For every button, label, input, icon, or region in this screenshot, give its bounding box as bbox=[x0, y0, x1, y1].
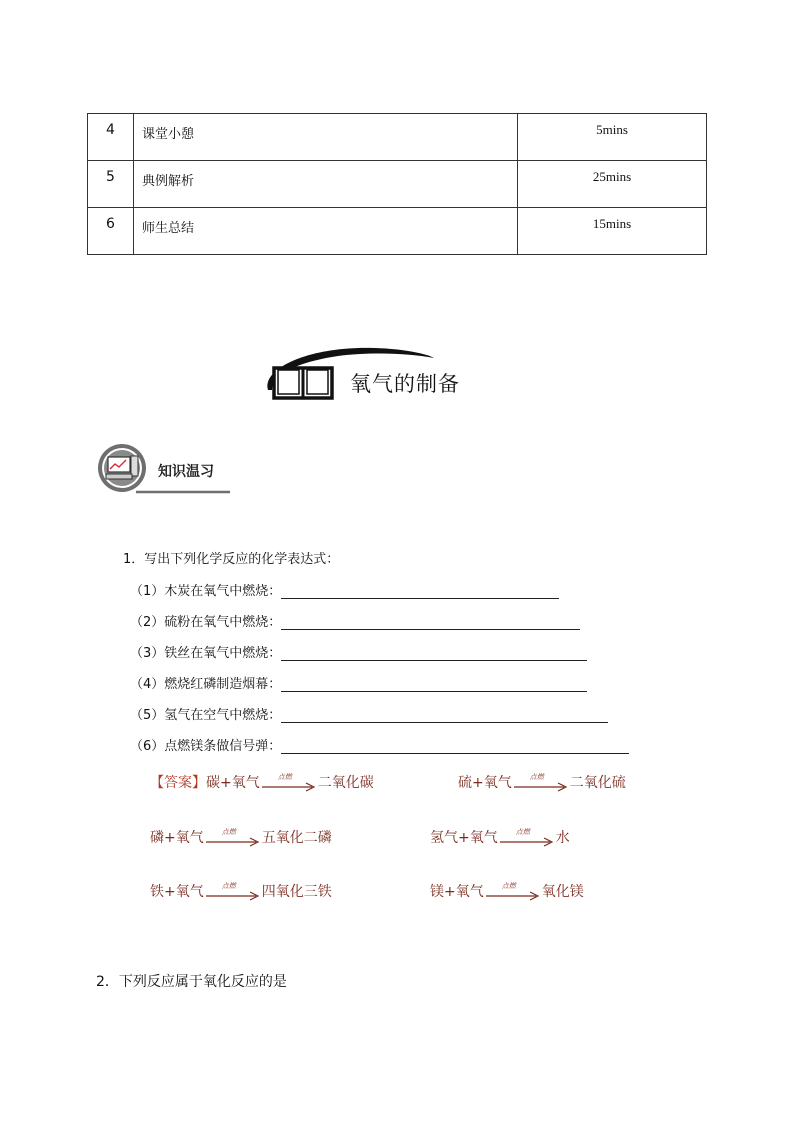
reaction-arrow-icon bbox=[262, 773, 316, 792]
list-item bbox=[130, 735, 629, 754]
row-item: 典例解析 bbox=[134, 161, 518, 208]
reaction-arrow-icon bbox=[514, 773, 568, 792]
row-time: 15mins bbox=[518, 208, 707, 255]
equation-reactants: 磷+氧气 bbox=[150, 830, 204, 846]
equation-reactants: 碳+氧气 bbox=[206, 775, 260, 791]
equation-product: 四氧化三铁 bbox=[261, 884, 332, 900]
answer-equation bbox=[150, 772, 374, 792]
equation-reactants: 铁+氧气 bbox=[150, 884, 204, 900]
subsection-title: 知识温习 bbox=[158, 464, 214, 480]
answer-blank[interactable] bbox=[281, 646, 587, 661]
reaction-condition: 点燃 bbox=[529, 773, 544, 781]
reaction-arrow-icon bbox=[500, 828, 554, 847]
question-item-label: （6）点燃镁条做信号弹： bbox=[130, 739, 282, 754]
reaction-arrow-icon bbox=[486, 882, 540, 901]
row-number: 6 bbox=[88, 208, 134, 255]
answer-blank[interactable] bbox=[281, 677, 587, 692]
list-item bbox=[130, 611, 580, 630]
reaction-condition: 点燃 bbox=[277, 773, 292, 781]
equation-product: 氧化镁 bbox=[541, 884, 584, 900]
answer-equation bbox=[430, 881, 584, 901]
equation-product: 水 bbox=[555, 830, 570, 846]
row-number: 4 bbox=[88, 114, 134, 161]
row-item: 课堂小憩 bbox=[134, 114, 518, 161]
answer-blank[interactable] bbox=[281, 739, 629, 754]
equation-reactants: 氢气+氧气 bbox=[430, 830, 498, 846]
list-item bbox=[130, 580, 559, 599]
question-1-prompt: 1．写出下列化学反应的化学表达式： bbox=[123, 552, 340, 567]
row-time: 5mins bbox=[518, 114, 707, 161]
equation-product: 五氧化二磷 bbox=[261, 830, 332, 846]
question-item-label: （2）硫粉在氧气中燃烧： bbox=[130, 615, 282, 630]
table-row bbox=[88, 161, 707, 208]
question-item-label: （4）燃烧红磷制造烟幕： bbox=[130, 677, 282, 692]
section-title: 氧气的制备 bbox=[350, 372, 460, 396]
equation-product: 二氧化碳 bbox=[317, 775, 374, 791]
reaction-condition: 点燃 bbox=[221, 828, 236, 836]
schedule-table bbox=[87, 113, 707, 255]
reaction-condition: 点燃 bbox=[515, 828, 530, 836]
answer-blank[interactable] bbox=[281, 584, 559, 599]
reaction-condition: 点燃 bbox=[501, 882, 516, 890]
answer-equation bbox=[430, 827, 570, 847]
table-row bbox=[88, 208, 707, 255]
reaction-arrow-icon bbox=[206, 828, 260, 847]
reaction-condition: 点燃 bbox=[221, 882, 236, 890]
question-item-label: （1）木炭在氧气中燃烧： bbox=[130, 584, 282, 599]
row-time: 25mins bbox=[518, 161, 707, 208]
reaction-arrow-icon bbox=[206, 882, 260, 901]
list-item bbox=[130, 704, 608, 723]
answer-label: 【答案】 bbox=[150, 775, 206, 791]
equation-reactants: 镁+氧气 bbox=[430, 884, 484, 900]
equation-reactants: 硫+氧气 bbox=[458, 775, 512, 791]
question-item-label: （5）氢气在空气中燃烧： bbox=[130, 708, 282, 723]
answer-blank[interactable] bbox=[281, 615, 580, 630]
table-row bbox=[88, 114, 707, 161]
answer-equation bbox=[150, 827, 332, 847]
answer-equation bbox=[458, 772, 626, 792]
equation-product: 二氧化硫 bbox=[569, 775, 626, 791]
list-item bbox=[130, 673, 587, 692]
row-number: 5 bbox=[88, 161, 134, 208]
answer-blank[interactable] bbox=[281, 708, 608, 723]
question-item-label: （3）铁丝在氧气中燃烧： bbox=[130, 646, 282, 661]
row-item: 师生总结 bbox=[134, 208, 518, 255]
answer-equation bbox=[150, 881, 332, 901]
list-item bbox=[130, 642, 587, 661]
question-2-prompt: 2．下列反应属于氧化反应的是 bbox=[96, 974, 287, 990]
